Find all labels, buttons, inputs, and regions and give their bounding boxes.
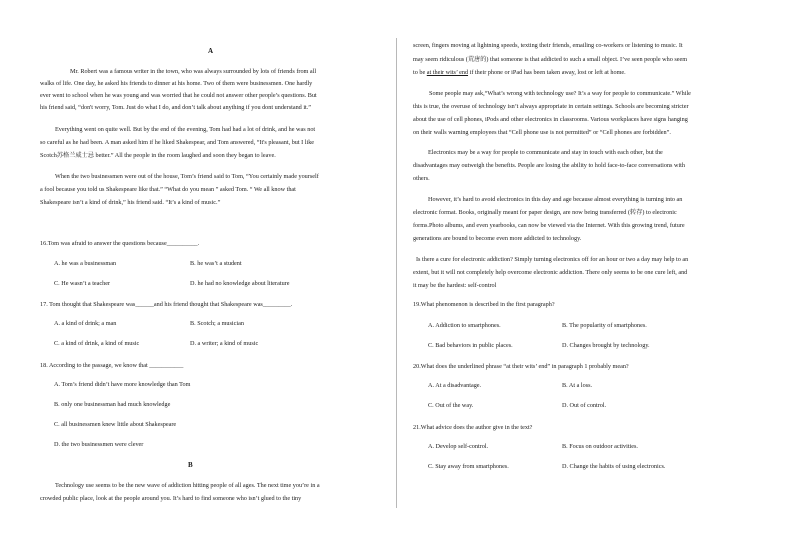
passage-a-p1-line: ever went to school when he was young and was worried that he could not answer other people’s questions. But	[40, 92, 317, 99]
question-16-option-d[interactable]: D. he had no knowledge about literature	[190, 280, 290, 287]
question-20-option-b[interactable]: B. At a loss.	[562, 382, 593, 389]
passage-a-heading: A	[208, 47, 214, 55]
passage-a-p1-line: his friend said, “don't worry, Tom. Just do what I do, and don’t talk about anything if you dont understand it.”	[40, 104, 312, 111]
question-18-option-d[interactable]: D. the two businessmen were clever	[54, 441, 144, 448]
passage-b-p4-line: forms.Photo albums, and even yearbooks, can now be viewed via the Internet. With this growing trend, future	[413, 222, 685, 229]
question-17-stem: 17. Tom thought that Shakespeare was______and his friend thought that Shakespeare was_________.	[40, 301, 293, 308]
passage-b-p4-line: generations are bound to become even more addicted to technology.	[413, 235, 582, 242]
passage-b-p3-line: Electronics may be a way for people to communicate and stay in touch with each other, but the	[428, 149, 663, 156]
passage-b-p2-line: this is true, the overuse of technology isn’t always appropriate in certain settings. Schools are becoming stricter	[413, 103, 689, 110]
passage-a-p1-line: Mr. Robert was a famous writer in the town, who was always surrounded by lots of friends from all	[70, 68, 317, 75]
passage-b-p1-line: Technology use seems to be the new wave of addiction hitting people of all ages. The next time you’re in a	[55, 482, 320, 489]
column-divider	[396, 38, 397, 508]
passage-a-p3-line: a fool because you told us Shakespeare like that.” “What do you mean ” asked Tom. “ We all know that	[40, 186, 296, 193]
passage-b-p1-cont-line: may seem ridiculous (荒唐的) that someone is that addicted to such a small object. I’ve seen people who seem	[413, 56, 688, 63]
question-21-option-d[interactable]: D. Change the habits of using electronics.	[562, 463, 666, 470]
question-18-stem: 18. According to the passage, we know that ___________	[40, 362, 184, 369]
passage-b-p1-line: crowded public place, look at the people around you. It’s hard to find someone who isn’t glued to the tiny	[40, 495, 302, 502]
passage-a-p1-line: walks of life. One day, he asked his friends to dinner at his home. Two of them were businessmen. One hardly	[40, 80, 313, 87]
passage-a-p2-line: so careful as he had been. A man asked him if he liked Shakespear, and Tom answered, “It's pleasant, but I like	[40, 139, 315, 146]
passage-b-p4-line: However, it’s hard to avoid electronics in this day and age because almost everything is turning into an	[428, 196, 683, 203]
question-16-stem: 16.Tom was afraid to answer the questions because__________.	[40, 240, 200, 247]
question-21-option-c[interactable]: C. Stay away from smartphones.	[428, 463, 509, 470]
question-20-option-a[interactable]: A. At a disadvantage.	[428, 382, 482, 389]
passage-b-p2-line: on their walls warning employees that “Cell phone use is not permitted” or “Cell phones are forbidden”.	[413, 129, 671, 136]
question-18-option-c[interactable]: C. all businessmen knew little about Shakespeare	[54, 421, 177, 428]
question-20-option-c[interactable]: C. Out of the way.	[428, 402, 474, 409]
question-19-option-c[interactable]: C. Bad behaviors in public places.	[428, 342, 513, 349]
passage-a-p2-line: Everything went on quite well. But by the end of the evening, Tom had had a lot of drink, and he was not	[55, 126, 316, 133]
question-21-option-a[interactable]: A. Develop self-control.	[428, 443, 489, 450]
question-21-stem: 21.What advice does the author give in the text?	[413, 424, 533, 431]
question-20-option-d[interactable]: D. Out of control.	[562, 402, 607, 409]
question-17-option-a[interactable]: A. a kind of drink; a man	[54, 320, 117, 327]
passage-b-p5-line: Is there a cure for electronic addiction? Simply turning electronics off for an hour or two a day may help to an	[416, 256, 689, 263]
passage-b-p5-line: extent, but it will not completely help overcome electronic addiction. There only seems to be one cure left, and	[413, 269, 688, 276]
question-17-option-c[interactable]: C. a kind of drink, a kind of music	[54, 340, 140, 347]
question-19-option-a[interactable]: A. Addiction to smartphones.	[428, 322, 501, 329]
question-21-option-b[interactable]: B. Focus on outdoor activities.	[562, 443, 638, 450]
question-18-option-a[interactable]: A. Tom’s friend didn’t have more knowledge than Tom	[54, 381, 191, 388]
question-17-option-b[interactable]: B. Scotch; a musician	[190, 320, 244, 327]
passage-b-p3-line: others.	[413, 175, 430, 182]
passage-b-p2-line: about the use of cell phones, iPods and other electronics in classrooms. Various workplaces have signs hanging	[413, 116, 688, 123]
question-20-stem: 20.What does the underlined phrase “at their wits’ end” in paragraph 1 probably mean?	[413, 363, 629, 370]
passage-a-p3-line: Shakespeare isn’t a kind of drink,” his friend said. “It’s a kind of music.”	[40, 199, 221, 206]
passage-b-p4-line: electronic format. Books, originally meant for paper design, are now being transferred (转存) to electronic	[413, 209, 677, 216]
passage-b-heading: B	[188, 461, 193, 469]
passage-b-p3-line: disadvantages may outweigh the benefits. People are losing the ability to hold face-to-face conversations with	[413, 162, 685, 169]
question-18-option-b[interactable]: B. only one businessman had much knowledge	[54, 401, 171, 408]
question-17-option-d[interactable]: D. a writer; a kind of music	[190, 340, 259, 347]
question-19-option-b[interactable]: B. The popularity of smartphones.	[562, 322, 647, 329]
passage-b-p1-cont-line: screen, fingers moving at lightning speeds, texting their friends, emailing co-workers or listening to music. It	[413, 42, 683, 49]
passage-b-p1-cont-line: to be at their wits’ end if their phone or iPad has been taken away, lost or left at home.	[413, 69, 626, 76]
passage-b-p2-line: Some people may ask,“What’s wrong with technology use? It’s a way for people to communicate.” While	[429, 90, 691, 97]
question-16-option-a[interactable]: A. he was a businessman	[54, 260, 117, 267]
passage-b-p5-line: it may be the hardest: self-control	[413, 282, 497, 289]
passage-a-p3-line: When the two businessmen were out of the house, Tom’s friend said to Tom, “You certainly made yourself	[55, 173, 319, 180]
question-19-stem: 19.What phenomenon is described in the first paragraph?	[413, 301, 555, 308]
passage-a-p2-line: Scotch苏格兰威士忌 better.” All the people in the room laughed and soon they began to leave.	[40, 152, 276, 159]
question-16-option-b[interactable]: B. he was’t a student	[190, 260, 242, 267]
question-16-option-c[interactable]: C. He wasn’t a teacher	[54, 280, 111, 287]
question-19-option-d[interactable]: D. Changes brought by technology.	[562, 342, 650, 349]
